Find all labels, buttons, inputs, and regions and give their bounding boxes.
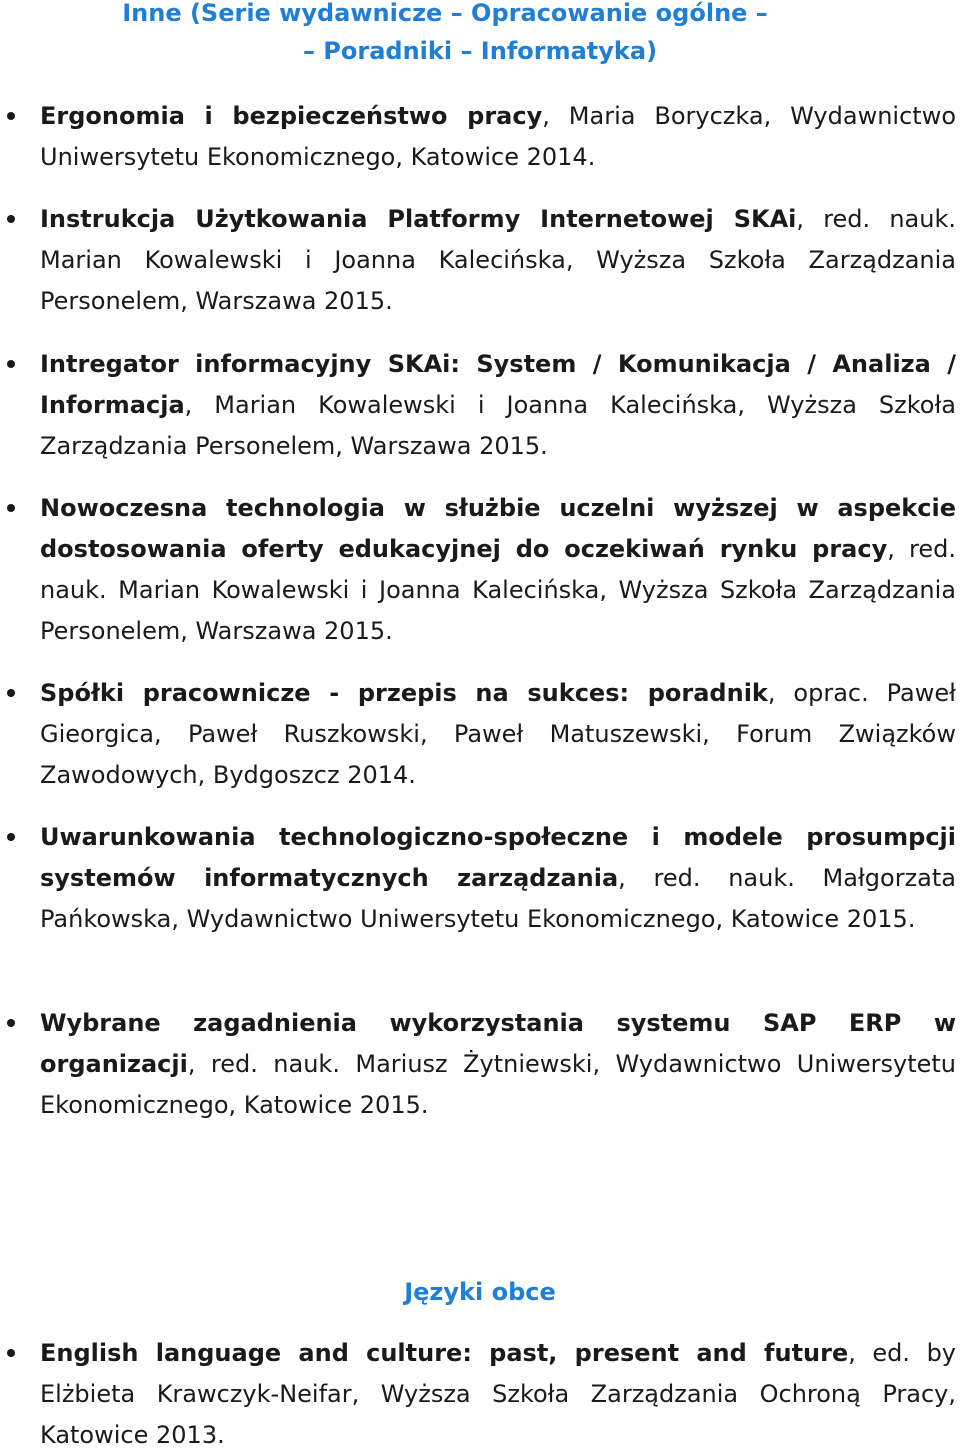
list-item [40,96,956,178]
list-item [40,199,956,322]
item-details: , red. nauk. Mariusz Żytniewski, Wydawnictwo Uniwersytetu Ekonomicznego, Katowice 2015. [40,1050,956,1119]
heading-line-2: – Poradniki – Informatyka) [302,37,658,65]
bullet-icon [7,1019,15,1027]
list-item [40,1333,956,1456]
item-title: English language and culture: past, present and future [40,1339,849,1367]
item-details: , ed. by Elżbieta Krawczyk-Neifar, Wyższa Szkoła Zarządzania Ochroną Pracy, Katowice 2013. [40,1339,957,1449]
item-title: Uwarunkowania technologiczno-społeczne i modele prosumpcji systemów informatycznych zarządzania [40,823,956,892]
item-details: , Maria Boryczka, Wydawnictwo Uniwersytetu Ekonomicznego, Katowice 2014. [40,102,957,171]
section-heading-languages: Języki obce [404,1278,556,1306]
bullet-icon [7,1349,15,1357]
item-details: , red. nauk. Marian Kowalewski i Joanna Kalecińska, Wyższa Szkoła Zarządzania Personelem, Warszawa 2015. [40,535,956,645]
bullet-icon [7,215,15,223]
bullet-icon [7,504,15,512]
heading-line-1: Inne (Serie wydawnicze – Opracowanie ogólne – [122,0,768,27]
bullet-icon [7,360,15,368]
item-details: , Marian Kowalewski i Joanna Kalecińska, Wyższa Szkoła Zarządzania Personelem, Warszawa 2015. [40,391,956,460]
bullet-icon [7,112,15,120]
bullet-icon [7,689,15,697]
item-details: , red. nauk. Marian Kowalewski i Joanna Kalecińska, Wyższa Szkoła Zarządzania Personelem, Warszawa 2015. [40,205,957,315]
item-title: Instrukcja Użytkowania Platformy Internetowej SKAi [40,205,797,233]
item-title: Spółki pracownicze - przepis na sukces: poradnik [40,679,768,707]
item-details: , oprac. Paweł Gieorgica, Paweł Ruszkowski, Paweł Matuszewski, Forum Związków Zawodowych, Bydgoszcz 2014. [40,679,956,789]
item-title: Ergonomia i bezpieczeństwo pracy [40,102,543,130]
list-item [40,1003,956,1126]
list-item [40,344,956,467]
list-item [40,817,956,940]
section-heading-other [0,0,960,70]
item-details: , red. nauk. Małgorzata Pańkowska, Wydawnictwo Uniwersytetu Ekonomicznego, Katowice 2015. [40,864,956,933]
item-title: Nowoczesna technologia w służbie uczelni wyższej w aspekcie dostosowania oferty edukacyjnej do oczekiwań rynku pracy [40,494,956,563]
item-title: Wybrane zagadnienia wykorzystania systemu SAP ERP w organizacji [40,1009,956,1078]
list-item [40,673,956,796]
item-title: Intregator informacyjny SKAi: System / Komunikacja / Analiza / Informacja [40,350,956,419]
list-item [40,488,956,652]
bullet-icon [7,833,15,841]
